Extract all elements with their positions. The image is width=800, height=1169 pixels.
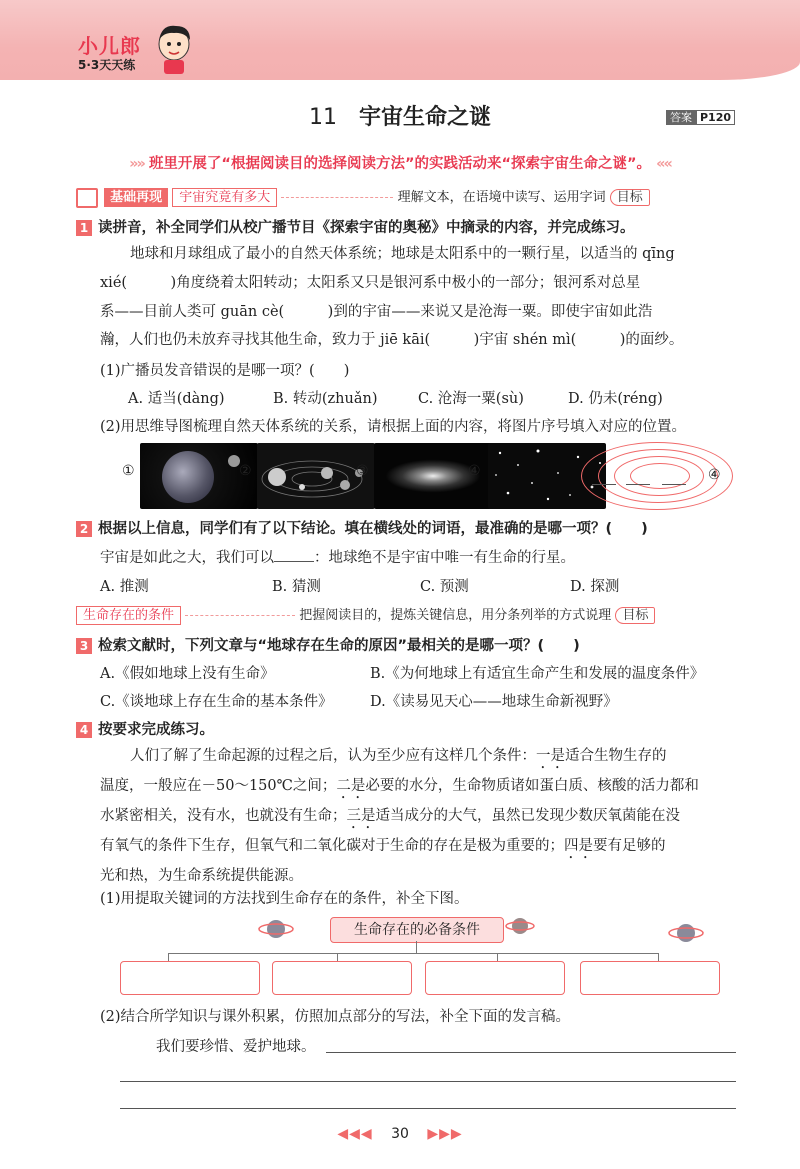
connector-line [168, 953, 658, 954]
question-number: 2 [76, 521, 92, 537]
diagram-answer-mark: ④ [708, 467, 721, 483]
passage-line: 温度，一般应在－50～150℃之间；二是必要的水分，生命物质诸如蛋白质、核酸的活力都和 [100, 778, 699, 794]
boy-mascot-icon [150, 20, 198, 76]
emphasis-text: 四是 [564, 838, 593, 854]
question-2 [76, 517, 648, 538]
option-b[interactable]: B.《为何地球上有适宜生命产生和发展的温度条件》 [370, 666, 705, 682]
question-number: 4 [76, 722, 92, 738]
q2-sentence [100, 546, 575, 567]
chevron-right-icon: »» [129, 156, 144, 172]
dashed-divider [281, 197, 393, 198]
q4-sub1: (1)用提取关键词的方法找到生命存在的条件，补全下图。 [100, 891, 469, 907]
question-4 [76, 718, 214, 739]
passage-line: 有氧气的条件下生存，但氧气和二氧化碳对于生命的存在是极为重要的；四是要有足够的 [100, 838, 666, 854]
condition-box[interactable] [272, 961, 412, 995]
section-sub-label: 宇宙究竟有多大 [172, 188, 277, 207]
passage-line: 光和热，为生命系统提供能源。 [100, 868, 303, 884]
chevron-left-icon: «« [656, 156, 671, 172]
intro-text: 班里开展了“根据阅读目的选择阅读方法”的实践活动来“探索宇宙生命之谜”。 [148, 156, 652, 172]
q4-passage [100, 742, 699, 891]
emphasis-text: 二是 [336, 778, 366, 794]
answer-line[interactable] [120, 1081, 736, 1082]
dashed-divider [185, 615, 295, 616]
passage-line: 地球和月球组成了最小的自然天体系统；地球是太阳系中的一颗行星，以适当的 qīng [130, 246, 675, 262]
q1-passage [100, 240, 683, 355]
brand-series: 5·3天天练 [78, 58, 136, 72]
option-d[interactable]: D.《读易见天心——地球生命新视野》 [370, 694, 618, 710]
connector-line [337, 953, 338, 961]
question-stem: 根据以上信息，同学们有了以下结论。填在横线处的词语，最准确的是哪一项？( ) [98, 521, 648, 537]
option-d[interactable]: D. 仍未(réng) [568, 391, 663, 407]
answer-line[interactable] [326, 1052, 736, 1053]
q1-sub1: (1)广播员发音错误的是哪一项？( ) [100, 363, 350, 379]
question-stem: 检索文献时，下列文章与“地球存在生命的原因”最相关的是哪一项？( ) [98, 638, 580, 654]
option-b[interactable]: B. 转动(zhuǎn) [273, 391, 378, 407]
sentence-part: 宇宙是如此之大，我们可以 [100, 550, 274, 566]
section-header-basic [76, 186, 740, 208]
option-a[interactable]: A.《假如地球上没有生命》 [100, 666, 275, 682]
answer-blank[interactable] [274, 547, 314, 562]
condition-box[interactable] [425, 961, 565, 995]
connector-line [168, 953, 169, 961]
section-label: 基础再现 [104, 188, 168, 207]
answer-ref[interactable] [666, 109, 735, 125]
lesson-number: 11 [308, 105, 337, 130]
connector-line [497, 953, 498, 961]
diagram-title: 生命存在的必备条件 [330, 917, 504, 943]
section-goal: 把握阅读目的，提炼关键信息，用分条列举的方式说理 [299, 608, 612, 623]
option-c[interactable]: C.《谈地球上存在生命的基本条件》 [100, 694, 333, 710]
image-label-1: ① [122, 463, 135, 479]
page-footer [0, 1126, 800, 1142]
planet-icon [668, 918, 704, 948]
answer-blank[interactable] [662, 484, 686, 485]
option-c[interactable]: C. 沧海一粟(sù) [418, 391, 524, 407]
goal-tag: 目标 [615, 607, 655, 624]
image-label-4: ④ [468, 463, 481, 479]
q4-sub2: (2)结合所学知识与课外积累，仿照加点部分的写法，补全下面的发言稿。 [100, 1009, 571, 1025]
goal-tag: 目标 [610, 189, 650, 206]
option-a[interactable]: A. 推测 [100, 579, 149, 595]
emphasis-text: 一是 [536, 748, 565, 764]
question-number: 1 [76, 220, 92, 236]
answer-label: 答案 [666, 110, 696, 125]
brand-name: 小儿郎 [78, 34, 141, 58]
planet-icon [258, 914, 294, 944]
condition-box[interactable] [120, 961, 260, 995]
answer-line[interactable] [120, 1108, 736, 1109]
section-label: 生命存在的条件 [76, 606, 181, 625]
passage-line: 瀚，人们也仍未放弃寻找其他生命，致力于 jiē kāi( )宇宙 shén mì( )的面纱。 [100, 332, 684, 349]
lesson-title: 宇宙生命之谜 [358, 105, 491, 130]
section-header-conditions [76, 604, 740, 623]
condition-box[interactable] [580, 961, 720, 995]
passage-line: 水紧密相关，没有水，也就没有生命；三是适当成分的大气，虽然已发现少数厌氧菌能在没 [100, 808, 680, 824]
prev-arrows-icon: ◀◀◀ [337, 1126, 373, 1142]
connector-line [416, 941, 417, 953]
sentence-part: ：地球绝不是宇宙中唯一有生命的行星。 [314, 550, 575, 566]
option-a[interactable]: A. 适当(dàng) [128, 391, 225, 407]
q1-sub2: (2)用思维导图梳理自然天体系统的关系，请根据上面的内容，将图片序号填入对应的位置。 [100, 419, 687, 435]
passage-line: xié( )角度绕着太阳转动；太阳系又只是银河系中极小的一部分；银河系对总星 [100, 274, 641, 291]
passage-line: 人们了解了生命起源的过程之后，认为至少应有这样几个条件：一是适合生物生存的 [130, 748, 667, 764]
next-arrows-icon: ▶▶▶ [427, 1126, 463, 1142]
emphasis-text: 三是 [346, 808, 376, 824]
answer-blank[interactable] [626, 484, 650, 485]
passage-line: 系——目前人类可 guān cè( )到的宇宙——来说又是沧海一粟。即使宇宙如此浩 [100, 303, 653, 320]
question-1 [76, 216, 635, 237]
intro-line [0, 152, 800, 173]
image-label-2: ② [239, 463, 252, 479]
book-icon [76, 188, 98, 208]
option-c[interactable]: C. 预测 [420, 579, 469, 595]
answer-blank[interactable] [592, 484, 616, 485]
question-number: 3 [76, 638, 92, 654]
image-label-3: ③ [356, 463, 369, 479]
connector-line [658, 953, 659, 961]
nested-ellipse-inner [630, 463, 690, 489]
page-number: 30 [391, 1126, 409, 1142]
speech-start: 我们要珍惜、爱护地球。 [156, 1039, 316, 1055]
option-d[interactable]: D. 探测 [570, 579, 620, 595]
planet-icon [505, 912, 535, 940]
option-b[interactable]: B. 猜测 [272, 579, 321, 595]
section-goal: 理解文本，在语境中读写、运用字词 [397, 190, 606, 205]
question-3 [76, 634, 580, 655]
question-stem: 按要求完成练习。 [98, 722, 214, 738]
question-stem: 读拼音，补全同学们从校广播节目《探索宇宙的奥秘》中摘录的内容，并完成练习。 [98, 220, 635, 236]
answer-page: P120 [696, 110, 735, 125]
